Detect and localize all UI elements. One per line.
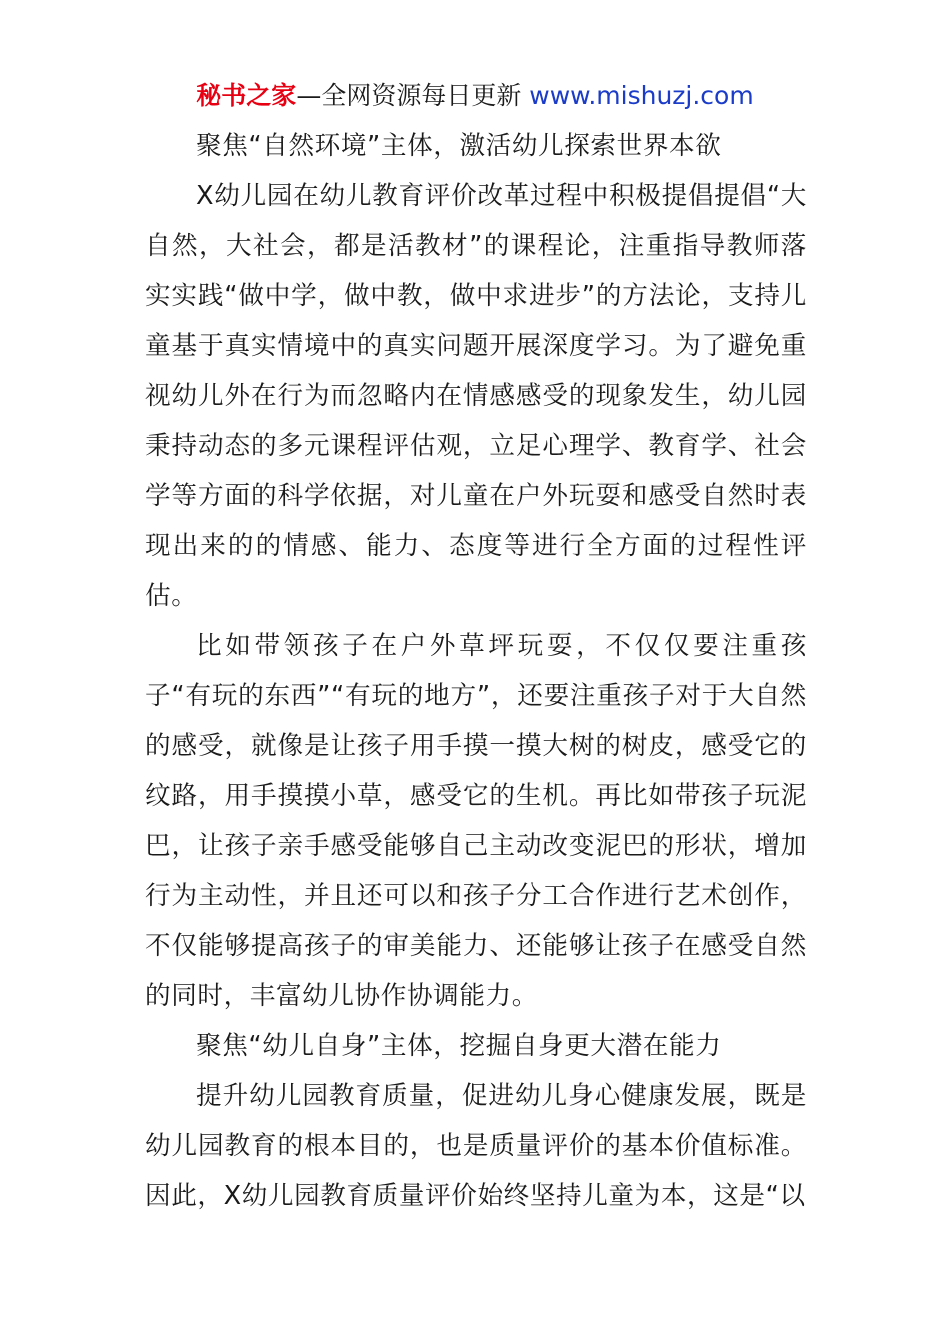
section-heading-child-self: 聚焦“幼儿自身”主体，挖掘自身更大潜在能力 [196,1031,722,1061]
paragraph-evaluation-reform: X幼儿园在幼儿教育评价改革过程中积极提倡提倡“大自然，大社会，都是活教材”的课程论，注重指导教师落实实践“做中学，做中教，做中求进步”的方法论，支持儿童基于真实情境中的真实问题开展深度学习。为了避免重视幼儿外在行为而忽略内在情感感受的现象发生，幼儿园秉持动态的多元课程评估观，立足心理学、教育学、社会学等方面的科学依据，对儿童在户外玩耍和感受自然时表现出来的的情感、能力、态度等进行全方面的过程性评估。 [145,181,807,611]
site-url-link[interactable]: www.mishuzj.com [529,81,754,110]
site-header [0,80,950,112]
paragraph-quality-improvement: 提升幼儿园教育质量，促进幼儿身心健康发展，既是幼儿园教育的根本目的，也是质量评价的基本价值标准。因此，X幼儿园教育质量评价始终坚持儿童为本，这是“以 [145,1081,807,1211]
site-tagline: —全网资源每日更新 [296,81,522,110]
site-brand: 秘书之家 [196,81,297,110]
document-body [145,121,807,1221]
section-heading-nature: 聚焦“自然环境”主体，激活幼儿探索世界本欲 [196,131,722,161]
paragraph-outdoor-examples: 比如带领孩子在户外草坪玩耍，不仅仅要注重孩子“有玩的东西”“有玩的地方”，还要注重孩子对于大自然的感受，就像是让孩子用手摸一摸大树的树皮，感受它的纹路，用手摸摸小草，感受它的生机。再比如带孩子玩泥巴，让孩子亲手感受能够自己主动改变泥巴的形状，增加行为主动性，并且还可以和孩子分工合作进行艺术创作，不仅能够提高孩子的审美能力、还能够让孩子在感受自然的同时，丰富幼儿协作协调能力。 [145,631,807,1011]
